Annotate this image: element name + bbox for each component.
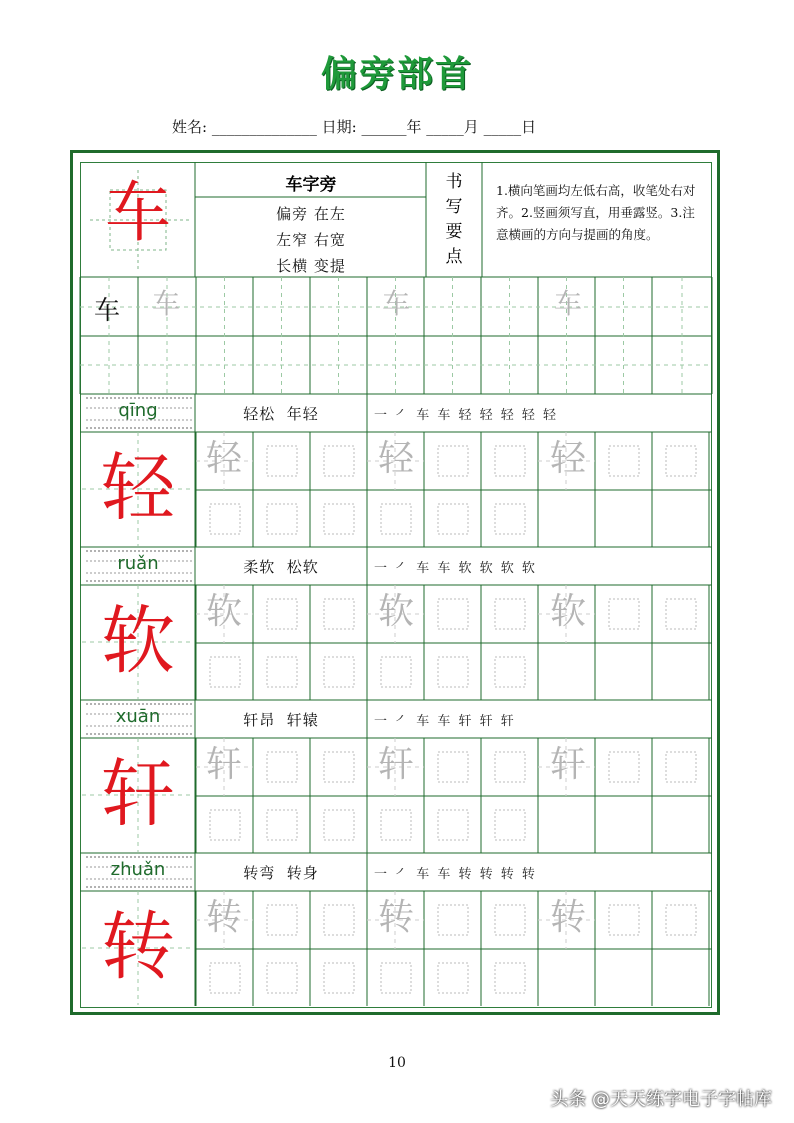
writing-cell[interactable] bbox=[310, 432, 367, 547]
day-label: 日 bbox=[521, 118, 537, 136]
page-title: 偏旁部首 bbox=[320, 54, 473, 95]
writing-cell[interactable] bbox=[310, 585, 367, 700]
trace-character: 软 bbox=[205, 591, 242, 632]
writing-cell[interactable] bbox=[538, 432, 595, 547]
trace-character: 软 bbox=[377, 591, 414, 632]
writing-cell[interactable] bbox=[367, 432, 424, 547]
writing-cell[interactable] bbox=[652, 432, 709, 547]
writing-cell[interactable] bbox=[481, 585, 538, 700]
writing-cell[interactable] bbox=[652, 891, 709, 1006]
radical-rule-1: 偏旁 在左 bbox=[276, 205, 346, 223]
writing-cell[interactable] bbox=[367, 585, 424, 700]
tips-label-4: 点 bbox=[445, 247, 463, 267]
trace-character: 软 bbox=[549, 591, 586, 632]
month-blank[interactable]: _____ bbox=[426, 118, 464, 136]
writing-cell[interactable] bbox=[652, 585, 709, 700]
writing-cell[interactable] bbox=[367, 891, 424, 1006]
writing-cell[interactable] bbox=[196, 738, 253, 853]
trace-character: 轩 bbox=[549, 744, 586, 785]
practice-trace: 车 bbox=[151, 287, 180, 320]
writing-cell[interactable] bbox=[253, 432, 310, 547]
stroke-order: 一 ㇒ 车 车 轻 轻 轻 轻 轻 bbox=[374, 408, 559, 423]
day-blank[interactable]: _____ bbox=[483, 118, 522, 136]
trace-character: 轻 bbox=[377, 438, 414, 479]
writing-cell[interactable] bbox=[481, 891, 538, 1006]
model-character: 轩 bbox=[101, 751, 175, 837]
writing-cell[interactable] bbox=[595, 585, 652, 700]
trace-character: 转 bbox=[205, 897, 242, 938]
writing-cell[interactable] bbox=[424, 585, 481, 700]
model-character: 轻 bbox=[101, 445, 175, 531]
stroke-order: 一 ㇒ 车 车 轩 轩 轩 bbox=[374, 714, 516, 729]
writing-cell[interactable] bbox=[538, 738, 595, 853]
month-label: 月 bbox=[463, 118, 479, 136]
writing-cell[interactable] bbox=[424, 891, 481, 1006]
pinyin: zhuǎn bbox=[110, 859, 166, 880]
writing-cell[interactable] bbox=[481, 738, 538, 853]
trace-character: 转 bbox=[549, 897, 586, 938]
writing-cell[interactable] bbox=[595, 891, 652, 1006]
page-number: 10 bbox=[388, 1055, 406, 1071]
writing-cell[interactable] bbox=[481, 432, 538, 547]
practice-trace: 车 bbox=[553, 287, 582, 320]
tips-text: 1.横向笔画均左低右高，收笔处右对齐。2.竖画须写直，用垂露竖。3.注意横画的方向与提画的角度。 bbox=[496, 183, 696, 242]
example-words: 转弯 转身 bbox=[243, 864, 319, 882]
date-label: 日期: bbox=[321, 118, 357, 136]
year-label: 年 bbox=[406, 118, 422, 136]
model-character: 软 bbox=[101, 598, 175, 684]
model-character: 转 bbox=[101, 904, 175, 990]
radical-rule-2: 左窄 右宽 bbox=[276, 231, 346, 249]
trace-character: 轻 bbox=[205, 438, 242, 479]
practice-model: 车 bbox=[94, 296, 121, 326]
pinyin: ruǎn bbox=[117, 553, 159, 574]
trace-character: 轩 bbox=[377, 744, 414, 785]
tips-label bbox=[428, 170, 480, 270]
trace-character: 轩 bbox=[205, 744, 242, 785]
practice-trace: 车 bbox=[381, 287, 410, 320]
writing-cell[interactable] bbox=[424, 432, 481, 547]
writing-cell[interactable] bbox=[310, 891, 367, 1006]
writing-cell[interactable] bbox=[253, 738, 310, 853]
name-blank[interactable]: ______________ bbox=[211, 118, 317, 136]
stroke-order: 一 ㇒ 车 车 转 转 转 转 bbox=[374, 867, 537, 882]
writing-cell[interactable] bbox=[538, 585, 595, 700]
trace-character: 轻 bbox=[549, 438, 586, 479]
writing-cell[interactable] bbox=[652, 738, 709, 853]
stroke-order: 一 ㇒ 车 车 软 软 软 软 bbox=[374, 561, 537, 576]
trace-character: 转 bbox=[377, 897, 414, 938]
watermark: 头条 @天天练字电子字帖库 bbox=[550, 1089, 772, 1110]
writing-cell[interactable] bbox=[253, 585, 310, 700]
writing-cell[interactable] bbox=[595, 738, 652, 853]
radical-model: 车 bbox=[105, 174, 171, 251]
writing-cell[interactable] bbox=[196, 585, 253, 700]
radical-title: 车字旁 bbox=[285, 175, 337, 195]
pinyin: qīng bbox=[118, 400, 158, 421]
writing-cell[interactable] bbox=[595, 432, 652, 547]
writing-cell[interactable] bbox=[196, 432, 253, 547]
year-blank[interactable]: ______ bbox=[361, 118, 407, 136]
writing-cell[interactable] bbox=[196, 891, 253, 1006]
radical-rule-3: 长横 变提 bbox=[276, 257, 346, 275]
name-label: 姓名: bbox=[172, 118, 208, 136]
pinyin: xuān bbox=[115, 706, 161, 727]
example-words: 轩昂 轩辕 bbox=[243, 711, 319, 729]
tips-label-2: 写 bbox=[445, 197, 463, 217]
writing-cell[interactable] bbox=[310, 738, 367, 853]
tips-label-1: 书 bbox=[445, 172, 463, 192]
writing-cell[interactable] bbox=[424, 738, 481, 853]
example-words: 柔软 松软 bbox=[243, 558, 319, 576]
tips-label-3: 要 bbox=[445, 222, 463, 242]
writing-cell[interactable] bbox=[538, 891, 595, 1006]
writing-cell[interactable] bbox=[253, 891, 310, 1006]
writing-cell[interactable] bbox=[367, 738, 424, 853]
example-words: 轻松 年轻 bbox=[243, 405, 319, 423]
